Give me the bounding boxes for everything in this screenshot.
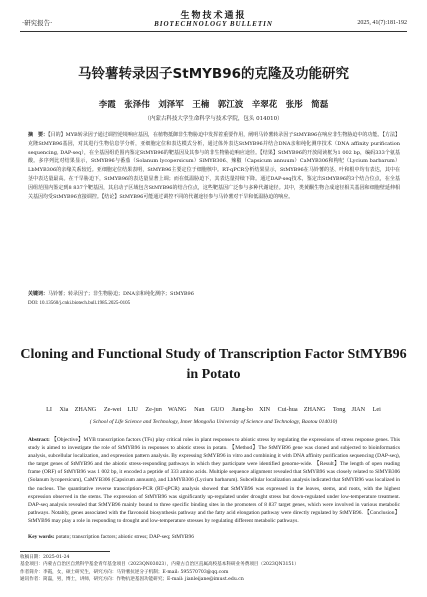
doi: DOI: 10.13560/j.cnki.biotech.bull.1985.2025-0105 bbox=[28, 301, 131, 306]
header-rule bbox=[20, 31, 407, 32]
abstract-en-text: 【Objective】MYB transcription factors (TFs) play critical roles in plant responses to abiotic stress by regulating the expressions of stress response genes. This study is aimed to investigate the role of StMYB96 in responses to abiotic stress in potato. 【Method】The StMYB96 gene was cloned and subjected to bioinformatics analysis, subcellular localization, and expression pattern analysis. By expressing StMYB96 in vitro and combining it with DNA affinity purification sequencing (DAP-seq), the target genes of StMYB96 and the abiotic stress-responding pathways in which they participate were identified genome-wide. 【Result】The length of open reading frame (ORF) of StMYB96 was 1 002 bp, it encoded a peptide of 333 amino acids. Multiple sequence alignment revealed that StMYB96 was closely related to SlMYB306 (Solanum lycopersicum), CaMYB306 (Capsicum annuum), and LbMYB306 (Lycium barbarum). Subcellular localization analysis indicated that StMYB96 was localized in the nucleus. The quantitative reverse transcription-PCR (RT-qPCR) analysis showed that StMYB96 was expressed in the leaves, stems, and roots, with the highest expression observed in the stems. The expression of StMYB96 was significantly up-regulated under drought stress but down-regulated under low-temperature treatment. DAP-seq analysis revealed that StMYB96 mainly bound to three specific binding sites in the promoters of 8 837 target genes, which were involved in various metabolic pathways. Notably, genes associated with the flavonoid biosynthesis pathway and the fatty acid elongation pathway were directly regulated by StMYB96. 【Conclusion】StMYB96 may play a role in responding to drought and low-temperature stresses by regulating different metabolic pathways. bbox=[28, 437, 400, 524]
title-en: Cloning and Functional Study of Transcription Factor StMYB96 in Potato bbox=[20, 347, 407, 382]
keywords-en bbox=[28, 534, 400, 540]
affiliation-cn: （内蒙古科技大学生命科学与技术学院，包头 014010） bbox=[144, 116, 283, 122]
title-cn: 马铃薯转录因子StMYB96的克隆及功能研究 bbox=[78, 66, 349, 82]
volume-info: 2025, 41(7):181-192 bbox=[357, 20, 407, 26]
journal-name-cn: 生物技术通报 bbox=[180, 11, 247, 21]
footnote-fund: 基金项目：内蒙古自治区自然科学基金青年基金项目（2023QN03023），内蒙古自治区直属高校基本科研业务费项目（2023QN3151） bbox=[20, 562, 299, 568]
footer-rule bbox=[20, 551, 110, 552]
authors-cn: 李霞 张泽伟 刘泽军 王楠 郭江波 辛翠花 张彤 简磊 bbox=[98, 100, 329, 110]
keywords-cn-text: 马铃薯；转录因子；非生物胁迫；DNA亲和纯化测序；StMYB96 bbox=[48, 291, 194, 297]
journal-name-en: BIOTECHNOLOGY BULLETIN bbox=[154, 20, 273, 28]
section-label: ·研究报告· bbox=[22, 19, 53, 27]
abstract-cn bbox=[28, 131, 400, 201]
keywords-en-text: potato; transcription factors; abiotic stress; DAP-seq; StMYB96 bbox=[55, 534, 194, 540]
abstract-cn-text: 【目的】MYB转录因子通过调控逆境响应基因，在植物抵御非生物胁迫中发挥着重要作用，阐明马铃薯转录因子StMYB96在响应非生物胁迫中的功能。【方法】克隆StMYB96基因，对其进行生物信息学分析，亚细胞定位和表达模式分析，通过体外表达StMYB96并结合DNA亲和纯化测序技术（DNA affinity purification sequencing, DAP-seq），在全基因组范围内鉴定StMYB96的靶基因及其参与的非生物胁迫响应途径。【结果】StMYB96的开放阅读框为1 002 bp，编码333个氨基酸。多序列比对结果显示，StMYB96与番茄（Solanum lycopersicum）SlMYB306、辣椒（Capsicum annuum）CaMYB306和枸杞（Lycium barbarum）LbMYB306的亲缘关系较近。亚细胞定位结果表明，StMYB96主要定位于细胞核中。RT-qPCR分析结果显示，StMYB96在马铃薯的茎、叶和根中均有表达，其中在茎中表达量最高。在干旱胁迫下，StMYB96的表达量显著上调；而在低温胁迫下，其表达量持续下降。通过DAP-seq技术，鉴定出StMYB96的3个结合位点，在全基因组范围内鉴定到8 837个靶基因，其启动子区域包含StMYB96的结合位点，这些靶基因广泛参与多种代谢途径。其中，类黄酮生物合成途径相关基因和细胞壁延伸相关基因均受StMYB96直接调控。【结论】StMYB96可能通过调控不同的代谢途径参与马铃薯对干旱和低温胁迫的响应。 bbox=[28, 132, 400, 200]
keywords-cn-label: 关键词： bbox=[28, 291, 49, 297]
abstract-cn-label: 摘 要： bbox=[28, 132, 49, 138]
affiliation-en: ( School of Life Science and Technology, Inner Mongolia University of Science and Technology, Baotou 014010) bbox=[89, 419, 338, 425]
abstract-en-label: Abstract: bbox=[28, 437, 50, 443]
footnote-corresponding: 通讯作者：简磊，男，博士，讲师，研究方向：作物抗逆基因功能研究；E-mail: jianleijane@imust.edu.cn bbox=[20, 576, 244, 582]
footnote-received: 收稿日期：2025-01-24 bbox=[20, 555, 70, 560]
abstract-en bbox=[28, 436, 400, 525]
keywords-en-label: Key words: bbox=[28, 534, 55, 540]
keywords-cn bbox=[28, 291, 400, 299]
footnote-first-author: 作者简介：李霞，女，硕士研究生，研究方向：马铃薯抗逆分子机制；E-mail: 595570703@qq.com bbox=[20, 569, 229, 575]
footnotes bbox=[20, 554, 407, 583]
authors-en: LI Xia ZHANG Ze-wei LIU Ze-jun WANG Nan GUO Jiang-bo XIN Cui-hua ZHANG Tong JIAN Lei bbox=[46, 406, 381, 413]
